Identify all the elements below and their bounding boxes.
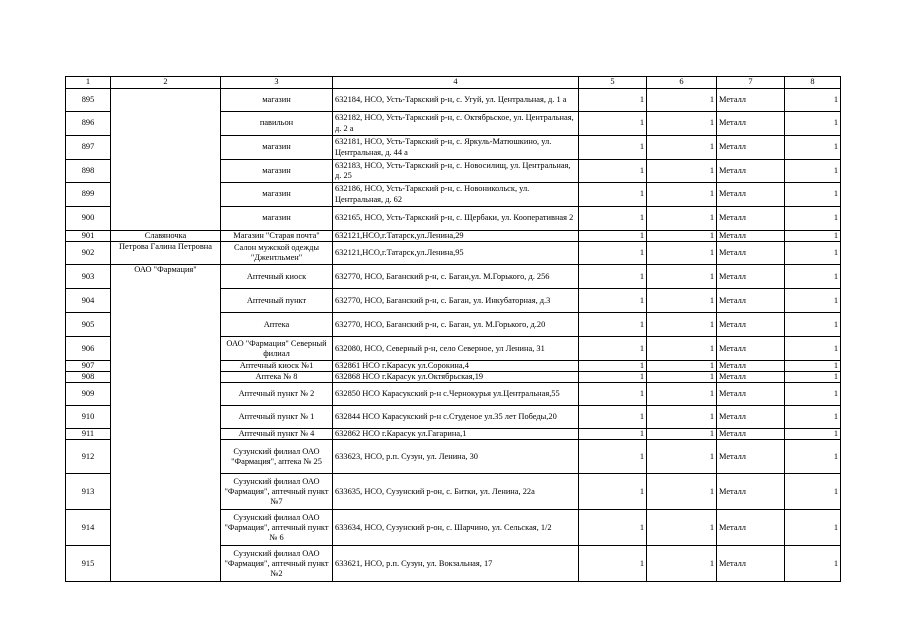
quantity-cell: 1 <box>647 112 717 136</box>
material-cell: Металл <box>717 231 785 242</box>
table-row <box>66 242 841 265</box>
row-number: 904 <box>66 289 111 313</box>
material-cell: Металл <box>717 429 785 440</box>
quantity-cell: 1 <box>785 136 841 160</box>
address: 633621, НСО, р.п. Сузун, ул. Вокзальная, 17 <box>333 546 579 582</box>
material-cell: Металл <box>717 207 785 231</box>
address: 633635, НСО, Сузунский р-он, с. Битки, ул. Ленина, 22а <box>333 474 579 510</box>
quantity-cell: 1 <box>579 242 647 265</box>
material-cell: Металл <box>717 406 785 429</box>
row-number: 909 <box>66 383 111 406</box>
quantity-cell: 1 <box>785 160 841 183</box>
row-number: 901 <box>66 231 111 242</box>
address: 632121,НСО,г.Татарск,ул.Ленина,29 <box>333 231 579 242</box>
quantity-cell: 1 <box>785 89 841 112</box>
address: 632844 НСО Карасукский р-н с.Студеное ул.35 лет Победы,20 <box>333 406 579 429</box>
quantity-cell: 1 <box>785 337 841 361</box>
object-type: магазин <box>221 207 333 231</box>
quantity-cell: 1 <box>785 510 841 546</box>
material-cell: Металл <box>717 510 785 546</box>
row-number: 912 <box>66 440 111 474</box>
object-type: Аптечный пункт № 2 <box>221 383 333 406</box>
owner-cell: ОАО "Фармация" <box>111 265 221 582</box>
material-cell: Металл <box>717 265 785 289</box>
material-cell: Металл <box>717 242 785 265</box>
quantity-cell: 1 <box>647 231 717 242</box>
quantity-cell: 1 <box>647 361 717 372</box>
quantity-cell: 1 <box>785 289 841 313</box>
quantity-cell: 1 <box>785 372 841 383</box>
address: 632184, НСО, Усть-Таркский р-н, с. Угуй, ул. Центральная, д. 1 а <box>333 89 579 112</box>
object-type: Аптечный пункт № 1 <box>221 406 333 429</box>
object-type: Аптека № 8 <box>221 372 333 383</box>
object-type: Аптечный киоск №1 <box>221 361 333 372</box>
quantity-cell: 1 <box>647 546 717 582</box>
quantity-cell: 1 <box>579 89 647 112</box>
material-cell: Металл <box>717 89 785 112</box>
quantity-cell: 1 <box>647 289 717 313</box>
owner-cell: Петрова Галина Петровна <box>111 242 221 265</box>
quantity-cell: 1 <box>647 207 717 231</box>
quantity-cell: 1 <box>785 546 841 582</box>
address: 632770, НСО, Баганский р-н, с. Баган, ул. Инкубаторная, д.3 <box>333 289 579 313</box>
row-number: 914 <box>66 510 111 546</box>
quantity-cell: 1 <box>579 313 647 337</box>
row-number: 895 <box>66 89 111 112</box>
quantity-cell: 1 <box>647 474 717 510</box>
row-number: 899 <box>66 183 111 207</box>
quantity-cell: 1 <box>785 265 841 289</box>
quantity-cell: 1 <box>579 160 647 183</box>
address: 632868 НСО г.Карасук ул.Октябрьская,19 <box>333 372 579 383</box>
quantity-cell: 1 <box>579 383 647 406</box>
table-row <box>66 265 841 289</box>
quantity-cell: 1 <box>579 474 647 510</box>
quantity-cell: 1 <box>579 231 647 242</box>
row-number: 896 <box>66 112 111 136</box>
material-cell: Металл <box>717 160 785 183</box>
object-type: Сузунский филиал ОАО "Фармация", аптека № 25 <box>221 440 333 474</box>
quantity-cell: 1 <box>647 429 717 440</box>
address: 632861 НСО г.Карасук ул.Сорокина,4 <box>333 361 579 372</box>
material-cell: Металл <box>717 546 785 582</box>
quantity-cell: 1 <box>647 242 717 265</box>
object-type: магазин <box>221 160 333 183</box>
address: 632080, НСО, Северный р-н, село Северное, ул Ленина, 31 <box>333 337 579 361</box>
table-row <box>66 89 841 112</box>
material-cell: Металл <box>717 112 785 136</box>
quantity-cell: 1 <box>647 265 717 289</box>
owner-cell <box>111 89 221 231</box>
material-cell: Металл <box>717 372 785 383</box>
header-row <box>66 77 841 89</box>
quantity-cell: 1 <box>647 510 717 546</box>
quantity-cell: 1 <box>579 361 647 372</box>
quantity-cell: 1 <box>647 406 717 429</box>
object-type: Аптечный пункт № 4 <box>221 429 333 440</box>
row-number: 905 <box>66 313 111 337</box>
object-type: павильон <box>221 112 333 136</box>
address: 632121,НСО,г.Татарск,ул.Ленина,95 <box>333 242 579 265</box>
material-cell: Металл <box>717 361 785 372</box>
column-header: 8 <box>785 77 841 89</box>
data-table <box>65 76 841 582</box>
quantity-cell: 1 <box>647 313 717 337</box>
row-number: 903 <box>66 265 111 289</box>
material-cell: Металл <box>717 337 785 361</box>
quantity-cell: 1 <box>579 337 647 361</box>
quantity-cell: 1 <box>579 372 647 383</box>
row-number: 898 <box>66 160 111 183</box>
quantity-cell: 1 <box>785 313 841 337</box>
object-type: Салон мужской одежды "Джентльмен" <box>221 242 333 265</box>
object-type: Магазин "Старая почта" <box>221 231 333 242</box>
quantity-cell: 1 <box>647 183 717 207</box>
row-number: 910 <box>66 406 111 429</box>
row-number: 907 <box>66 361 111 372</box>
row-number: 897 <box>66 136 111 160</box>
quantity-cell: 1 <box>579 112 647 136</box>
object-type: Аптека <box>221 313 333 337</box>
quantity-cell: 1 <box>647 136 717 160</box>
quantity-cell: 1 <box>785 112 841 136</box>
material-cell: Металл <box>717 183 785 207</box>
quantity-cell: 1 <box>579 136 647 160</box>
row-number: 915 <box>66 546 111 582</box>
column-header: 2 <box>111 77 221 89</box>
address: 632850 НСО Карасукский р-н с.Чернокурья ул.Центральная,55 <box>333 383 579 406</box>
quantity-cell: 1 <box>647 383 717 406</box>
quantity-cell: 1 <box>647 337 717 361</box>
row-number: 902 <box>66 242 111 265</box>
address: 632181, НСО, Усть-Таркский р-н, с. Яркуль-Матюшкино, ул. Центральная, д. 44 а <box>333 136 579 160</box>
object-type: Аптечный киоск <box>221 265 333 289</box>
address: 632165, НСО, Усть-Таркский р-н, с. Щербаки, ул. Кооперативная 2 <box>333 207 579 231</box>
quantity-cell: 1 <box>579 183 647 207</box>
address: 632770, НСО, Баганский р-н, с. Баган,ул. М.Горького, д. 256 <box>333 265 579 289</box>
quantity-cell: 1 <box>579 265 647 289</box>
column-header: 1 <box>66 77 111 89</box>
quantity-cell: 1 <box>785 440 841 474</box>
row-number: 911 <box>66 429 111 440</box>
address: 632770, НСО, Баганский р-н, с. Баган, ул. М.Горького, д.20 <box>333 313 579 337</box>
quantity-cell: 1 <box>579 440 647 474</box>
table-row <box>66 231 841 242</box>
address: 632186, НСО, Усть-Таркский р-н, с. Новоникольск, ул. Центральная, д. 62 <box>333 183 579 207</box>
quantity-cell: 1 <box>785 383 841 406</box>
column-header: 4 <box>333 77 579 89</box>
quantity-cell: 1 <box>647 160 717 183</box>
address: 633634, НСО, Сузунский р-он, с. Шарчино, ул. Сельская, 1/2 <box>333 510 579 546</box>
object-type: магазин <box>221 183 333 207</box>
material-cell: Металл <box>717 474 785 510</box>
row-number: 906 <box>66 337 111 361</box>
address: 633623, НСО, р.п. Сузун, ул. Ленина, 30 <box>333 440 579 474</box>
quantity-cell: 1 <box>579 207 647 231</box>
quantity-cell: 1 <box>785 429 841 440</box>
material-cell: Металл <box>717 289 785 313</box>
column-header: 6 <box>647 77 717 89</box>
quantity-cell: 1 <box>647 372 717 383</box>
material-cell: Металл <box>717 440 785 474</box>
object-type: Сузунский филиал ОАО "Фармация", аптечный пункт №2 <box>221 546 333 582</box>
object-type: магазин <box>221 136 333 160</box>
address: 632183, НСО, Усть-Таркский р-н, с. Новосилищ, ул. Центральная, д. 25 <box>333 160 579 183</box>
quantity-cell: 1 <box>579 406 647 429</box>
object-type: ОАО "Фармация" Северный филиал <box>221 337 333 361</box>
quantity-cell: 1 <box>579 510 647 546</box>
quantity-cell: 1 <box>579 289 647 313</box>
column-header: 7 <box>717 77 785 89</box>
material-cell: Металл <box>717 383 785 406</box>
row-number: 900 <box>66 207 111 231</box>
object-type: магазин <box>221 89 333 112</box>
quantity-cell: 1 <box>579 429 647 440</box>
quantity-cell: 1 <box>579 546 647 582</box>
column-header: 3 <box>221 77 333 89</box>
column-header: 5 <box>579 77 647 89</box>
material-cell: Металл <box>717 136 785 160</box>
row-number: 913 <box>66 474 111 510</box>
quantity-cell: 1 <box>785 406 841 429</box>
address: 632862 НСО г.Карасук ул.Гагарина,1 <box>333 429 579 440</box>
quantity-cell: 1 <box>785 474 841 510</box>
address: 632182, НСО, Усть-Таркский р-н, с. Октябрьское, ул. Центральная, д. 2 а <box>333 112 579 136</box>
row-number: 908 <box>66 372 111 383</box>
quantity-cell: 1 <box>785 231 841 242</box>
object-type: Сузунский филиал ОАО "Фармация", аптечный пункт №7 <box>221 474 333 510</box>
object-type: Аптечный пункт <box>221 289 333 313</box>
quantity-cell: 1 <box>785 207 841 231</box>
quantity-cell: 1 <box>647 89 717 112</box>
quantity-cell: 1 <box>785 361 841 372</box>
quantity-cell: 1 <box>785 242 841 265</box>
quantity-cell: 1 <box>785 183 841 207</box>
quantity-cell: 1 <box>647 440 717 474</box>
material-cell: Металл <box>717 313 785 337</box>
object-type: Сузунский филиал ОАО "Фармация", аптечный пункт № 6 <box>221 510 333 546</box>
owner-cell: Славяночка <box>111 231 221 242</box>
